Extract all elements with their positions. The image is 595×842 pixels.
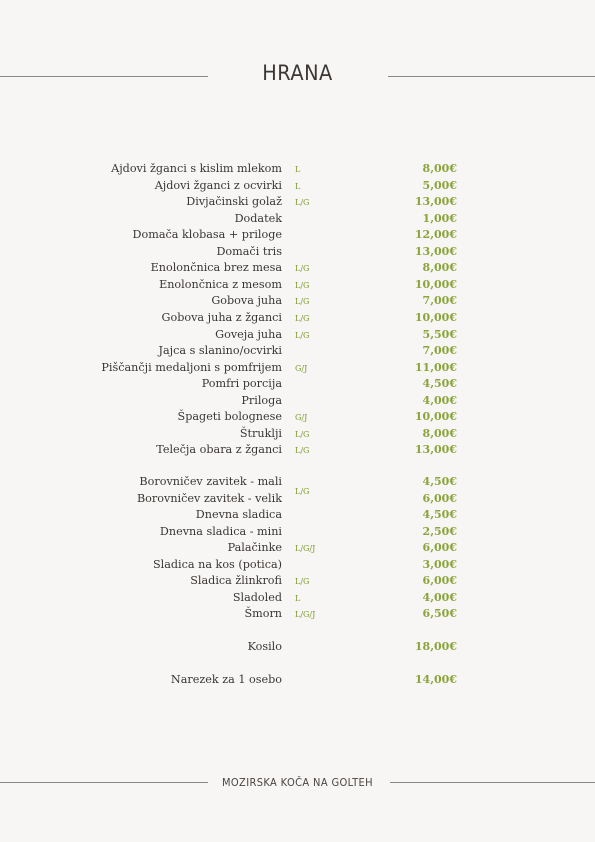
menu-item-name: Dnevna sladica: [195, 508, 282, 521]
menu-item: [0, 361, 595, 377]
menu-item-name: Borovničev zavitek - mali: [139, 475, 282, 488]
menu-item-price: 12,00€: [414, 228, 457, 241]
menu-item-name: Kosilo: [247, 640, 282, 653]
allergen-code: L: [295, 165, 301, 174]
menu-item-price: 10,00€: [414, 410, 457, 423]
menu-item-price: 10,00€: [414, 311, 457, 324]
menu-item: [0, 443, 595, 459]
menu-item-price: 1,00€: [422, 212, 457, 225]
menu-item-price: 14,00€: [414, 673, 457, 686]
menu-item: [0, 574, 595, 590]
menu-item-price: 8,00€: [422, 427, 457, 440]
menu-item: [0, 212, 595, 228]
menu-item: [0, 377, 595, 393]
menu-item-price: 8,00€: [422, 261, 457, 274]
menu-item-price: 18,00€: [414, 640, 457, 653]
menu-item-price: 7,00€: [422, 344, 457, 357]
menu-item-name: Priloga: [241, 394, 282, 407]
menu-item: [0, 591, 595, 607]
allergen-code: L/G: [295, 331, 310, 340]
menu-item: [0, 427, 595, 443]
menu-item: [0, 410, 595, 426]
allergen-code: L/G: [295, 281, 310, 290]
menu-item: [0, 294, 595, 310]
menu-item: [0, 508, 595, 524]
menu-item-name: Borovničev zavitek - velik: [136, 492, 282, 505]
menu-item-name: Enolončnica z mesom: [159, 278, 282, 291]
menu-item-name: Jajca s slanino/ocvirki: [158, 344, 282, 357]
allergen-code: L/G: [295, 314, 310, 323]
menu-item: [0, 245, 595, 261]
allergen-code: L/G: [295, 264, 310, 273]
menu-item-name: Gobova juha: [211, 294, 282, 307]
allergen-code: L/G/J: [295, 610, 316, 619]
allergen-code: L/G: [295, 430, 310, 439]
menu-item-name: Enolončnica brez mesa: [150, 261, 282, 274]
menu-item: [0, 311, 595, 327]
menu-item-price: 5,00€: [422, 179, 457, 192]
menu-item-name: Pomfri porcija: [201, 377, 282, 390]
menu-item-name: Narezek za 1 osebo: [170, 673, 282, 686]
menu-item: [0, 179, 595, 195]
menu-item-name: Sladica žlinkrofi: [190, 574, 282, 587]
menu-item: [0, 328, 595, 344]
menu-item-price: 4,50€: [422, 475, 457, 488]
menu-item-price: 4,50€: [422, 508, 457, 521]
menu-item-price: 13,00€: [414, 195, 457, 208]
menu-item-name: Sladica na kos (potica): [152, 558, 282, 571]
menu-item-name: Divjačinski golaž: [186, 195, 282, 208]
menu-item-price: 5,50€: [422, 328, 457, 341]
menu-item-price: 4,00€: [422, 394, 457, 407]
menu-item-name: Domača klobasa + priloge: [132, 228, 282, 241]
menu-item-name: Štruklji: [239, 427, 282, 440]
menu-item-price: 6,00€: [422, 492, 457, 505]
menu-item: [0, 673, 595, 689]
menu-item-price: 11,00€: [414, 361, 457, 374]
menu-item: [0, 607, 595, 623]
allergen-code: L/G: [295, 297, 310, 306]
menu-item: [0, 195, 595, 211]
menu-item-price: 13,00€: [414, 443, 457, 456]
allergen-code: L/G/J: [295, 544, 316, 553]
menu-item-name: Dnevna sladica - mini: [159, 525, 282, 538]
allergen-code: L/G: [295, 198, 310, 207]
menu-item: [0, 558, 595, 574]
menu-item: [0, 344, 595, 360]
menu-item: [0, 162, 595, 178]
menu-item-price: 6,00€: [422, 574, 457, 587]
menu-item: [0, 525, 595, 541]
menu-item-name: Dodatek: [234, 212, 282, 225]
menu-item: [0, 261, 595, 277]
allergen-code: L: [295, 594, 301, 603]
menu-item: [0, 541, 595, 557]
menu-item-name: Telečja obara z žganci: [156, 443, 282, 456]
menu-item-name: Goveja juha: [215, 328, 282, 341]
menu-item-name: Ajdovi žganci z ocvirki: [154, 179, 282, 192]
menu-item-name: Ajdovi žganci s kislim mlekom: [111, 162, 282, 175]
menu-item-price: 6,00€: [422, 541, 457, 554]
menu-item-name: Palačinke: [227, 541, 282, 554]
menu-item-name: Sladoled: [232, 591, 282, 604]
menu-item-price: 7,00€: [422, 294, 457, 307]
menu-item: [0, 278, 595, 294]
menu-item-name: Gobova juha z žganci: [161, 311, 282, 324]
allergen-code: G/J: [295, 364, 308, 373]
menu-item: [0, 228, 595, 244]
menu-item-name: Špageti bolognese: [177, 410, 282, 423]
allergen-code: L/G: [295, 577, 310, 586]
menu-item-price: 6,50€: [422, 607, 457, 620]
allergen-code: L/G: [295, 487, 310, 496]
menu-item-price: 8,00€: [422, 162, 457, 175]
footer-text: MOZIRSKA KOČA NA GOLTEH: [221, 776, 373, 789]
menu-item-price: 3,00€: [422, 558, 457, 571]
menu-item-price: 13,00€: [414, 245, 457, 258]
page-title: HRANA: [262, 61, 333, 85]
menu-item-name: Šmorn: [244, 607, 282, 620]
menu-item-price: 4,00€: [422, 591, 457, 604]
menu-item-price: 4,50€: [422, 377, 457, 390]
menu-item-price: 10,00€: [414, 278, 457, 291]
allergen-code: L/G: [295, 446, 310, 455]
menu-item-name: Piščančji medaljoni s pomfrijem: [101, 361, 282, 374]
menu-item: [0, 640, 595, 656]
allergen-code: L: [295, 182, 301, 191]
menu-item-name: Domači tris: [216, 245, 282, 258]
menu-item-price: 2,50€: [422, 525, 457, 538]
menu-item: [0, 394, 595, 410]
allergen-code: G/J: [295, 413, 308, 422]
